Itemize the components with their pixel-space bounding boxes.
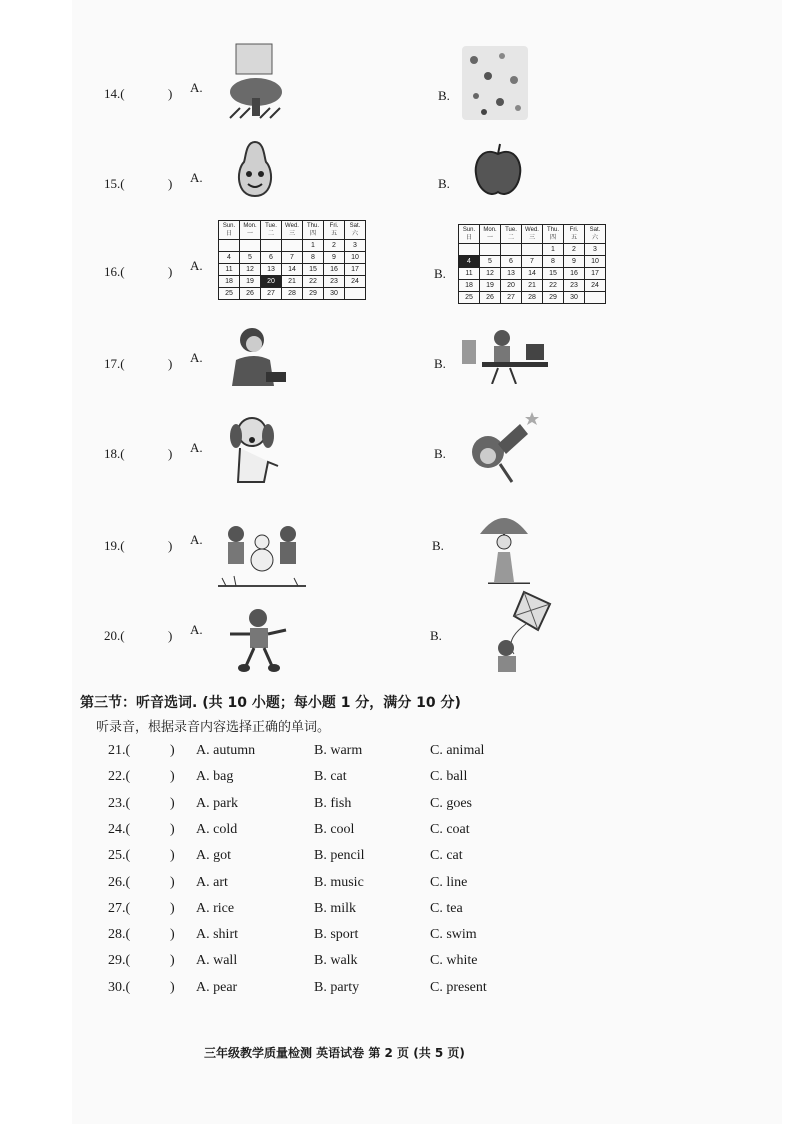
calendar-day-cell: 1 bbox=[543, 244, 564, 256]
calendar-header-cell bbox=[522, 225, 543, 244]
weekday-cn: 五 bbox=[330, 231, 337, 237]
calendar-day-cell: 15 bbox=[303, 264, 324, 276]
weekday-cn: 一 bbox=[486, 235, 493, 241]
option-b-label[interactable]: B. bbox=[434, 266, 446, 281]
calendar-header-cell bbox=[261, 221, 282, 240]
calendar-day-cell: 13 bbox=[261, 264, 282, 276]
calendar-day-cell: 26 bbox=[480, 292, 501, 304]
calendar-day-cell: 7 bbox=[282, 252, 303, 264]
word-question-row bbox=[108, 980, 608, 1000]
answer-paren-close: ) bbox=[170, 743, 175, 758]
calendar-day-cell: 24 bbox=[585, 280, 606, 292]
calendar-day-cell: 25 bbox=[219, 288, 240, 300]
calendar-day-cell: 11 bbox=[459, 268, 480, 280]
option-c[interactable]: C. swim bbox=[430, 927, 477, 943]
calendar-day-cell: 30 bbox=[324, 288, 345, 300]
option-b[interactable]: B. music bbox=[314, 874, 364, 890]
calendar-day-cell: 29 bbox=[543, 292, 564, 304]
weekday-en: Sat. bbox=[589, 227, 601, 233]
word-question-row bbox=[108, 875, 608, 895]
calendar-day-cell: 24 bbox=[345, 276, 366, 288]
option-b[interactable]: B. walk bbox=[314, 953, 358, 969]
calendar-day-cell bbox=[522, 244, 543, 256]
boy-kite-icon bbox=[474, 590, 554, 674]
option-a[interactable]: A. wall bbox=[196, 953, 238, 969]
weekday-cn: 二 bbox=[507, 235, 514, 241]
word-question-row bbox=[108, 901, 608, 921]
apple-icon bbox=[472, 142, 524, 198]
option-c[interactable]: C. tea bbox=[430, 900, 463, 916]
option-a-label[interactable]: A. bbox=[190, 622, 203, 637]
question-number: 20.( bbox=[104, 628, 125, 643]
question-number: 22.( bbox=[108, 769, 131, 785]
option-c[interactable]: C. cat bbox=[430, 848, 463, 864]
calendar-day-cell: 16 bbox=[324, 264, 345, 276]
scattered-items-icon bbox=[462, 46, 528, 120]
calendar-day-cell: 4 bbox=[219, 252, 240, 264]
option-a[interactable]: A. park bbox=[196, 795, 238, 811]
page-footer: 三年级教学质量检测 英语试卷 第 2 页 (共 5 页) bbox=[204, 1046, 465, 1060]
answer-paren-close: ) bbox=[170, 927, 175, 943]
calendar-day-cell: 22 bbox=[303, 276, 324, 288]
calendar-header-cell bbox=[480, 225, 501, 244]
weekday-en: Thu. bbox=[306, 223, 319, 229]
calendar-day-cell: 28 bbox=[282, 288, 303, 300]
calendar-day-cell: 18 bbox=[219, 276, 240, 288]
weekday-en: Fri. bbox=[569, 227, 579, 233]
weekday-cn: 六 bbox=[591, 235, 598, 241]
option-a-label[interactable]: A. bbox=[190, 532, 203, 547]
pear-icon bbox=[230, 138, 280, 200]
word-question-row bbox=[108, 796, 608, 816]
word-question-row bbox=[108, 953, 608, 973]
option-b-label[interactable]: B. bbox=[434, 446, 446, 461]
word-question-row bbox=[108, 848, 608, 868]
option-c[interactable]: C. white bbox=[430, 953, 478, 969]
word-question-row bbox=[108, 769, 608, 789]
calendar-header-cell bbox=[219, 221, 240, 240]
weekday-cn: 二 bbox=[267, 231, 274, 237]
option-b-label[interactable]: B. bbox=[434, 356, 446, 371]
option-b[interactable]: B. cool bbox=[314, 821, 355, 837]
option-b[interactable]: B. milk bbox=[314, 900, 357, 916]
option-c[interactable]: C. goes bbox=[430, 795, 472, 811]
weekday-cn: 三 bbox=[288, 231, 295, 237]
option-a-label[interactable]: A. bbox=[190, 440, 203, 455]
calendar-day-cell: 18 bbox=[459, 280, 480, 292]
calendar-day-cell: 5 bbox=[480, 256, 501, 268]
option-c[interactable]: C. coat bbox=[430, 821, 470, 837]
weekday-en: Wed. bbox=[525, 227, 539, 233]
question-number: 24.( bbox=[108, 821, 131, 837]
calendar-day-cell: 6 bbox=[501, 256, 522, 268]
option-b[interactable]: B. fish bbox=[314, 795, 352, 811]
question-number: 19.( bbox=[104, 538, 125, 553]
calendar-header-cell bbox=[303, 221, 324, 240]
option-b-label[interactable]: B. bbox=[438, 88, 450, 103]
option-c[interactable]: C. present bbox=[430, 979, 487, 995]
calendar-day-cell: 21 bbox=[282, 276, 303, 288]
answer-paren-close: ) bbox=[170, 979, 175, 995]
calendar-day-cell: 3 bbox=[585, 244, 606, 256]
answer-paren-close: ) bbox=[170, 821, 175, 837]
calendar-day-cell bbox=[219, 240, 240, 252]
option-b-label[interactable]: B. bbox=[430, 628, 442, 643]
weekday-en: Sun. bbox=[462, 227, 476, 233]
answer-paren-close: ) bbox=[168, 86, 173, 101]
weekday-en: Sun. bbox=[222, 223, 236, 229]
calendar-day-cell: 10 bbox=[585, 256, 606, 268]
option-c[interactable]: C. ball bbox=[430, 769, 468, 785]
answer-paren-close: ) bbox=[168, 264, 173, 279]
calendar-day-cell: 19 bbox=[480, 280, 501, 292]
answer-paren-close: ) bbox=[170, 848, 175, 864]
option-a[interactable]: A. art bbox=[196, 874, 228, 890]
weekday-en: Thu. bbox=[546, 227, 559, 233]
calendar-day-cell: 12 bbox=[240, 264, 261, 276]
calendar-b bbox=[458, 224, 606, 304]
weekday-cn: 日 bbox=[225, 231, 232, 237]
question-number: 30.( bbox=[108, 979, 131, 995]
calendar-header-cell bbox=[240, 221, 261, 240]
calendar-header-cell bbox=[585, 225, 606, 244]
answer-paren-close: ) bbox=[168, 356, 173, 371]
calendar-day-cell: 8 bbox=[303, 252, 324, 264]
dog-icon bbox=[224, 412, 282, 486]
option-a-label[interactable]: A. bbox=[190, 170, 203, 185]
calendar-day-cell: 9 bbox=[564, 256, 585, 268]
calendar-day-cell: 16 bbox=[564, 268, 585, 280]
calendar-day-cell: 23 bbox=[324, 276, 345, 288]
calendar-day-cell: 4 bbox=[459, 256, 480, 268]
calendar-header-cell bbox=[345, 221, 366, 240]
weekday-cn: 一 bbox=[246, 231, 253, 237]
calendar-header-cell bbox=[459, 225, 480, 244]
option-b[interactable]: B. party bbox=[314, 979, 360, 995]
option-a-label[interactable]: A. bbox=[190, 258, 203, 273]
option-b[interactable]: B. cat bbox=[314, 769, 347, 785]
calendar-day-cell: 29 bbox=[303, 288, 324, 300]
weekday-en: Tue. bbox=[265, 223, 277, 229]
question-number: 27.( bbox=[108, 900, 131, 916]
calendar-day-cell: 7 bbox=[522, 256, 543, 268]
calendar-day-cell bbox=[459, 244, 480, 256]
option-b-label[interactable]: B. bbox=[432, 538, 444, 553]
option-a[interactable]: A. got bbox=[196, 848, 231, 864]
weekday-cn: 六 bbox=[351, 231, 358, 237]
calendar-day-cell bbox=[261, 240, 282, 252]
calendar-day-cell: 28 bbox=[522, 292, 543, 304]
option-a[interactable]: A. shirt bbox=[196, 927, 238, 943]
calendar-day-cell: 21 bbox=[522, 280, 543, 292]
boy-skating-icon bbox=[226, 604, 288, 674]
girl-umbrella-icon bbox=[474, 508, 534, 584]
calendar-day-cell: 19 bbox=[240, 276, 261, 288]
word-question-row bbox=[108, 927, 608, 947]
answer-paren-close: ) bbox=[168, 538, 173, 553]
answer-paren-close: ) bbox=[168, 176, 173, 191]
option-b[interactable]: B. pencil bbox=[314, 848, 365, 864]
calendar-day-cell: 20 bbox=[501, 280, 522, 292]
calendar-day-cell: 17 bbox=[345, 264, 366, 276]
question-number: 28.( bbox=[108, 927, 131, 943]
word-question-row bbox=[108, 743, 608, 763]
answer-paren-close: ) bbox=[170, 795, 175, 811]
option-a-label[interactable]: A. bbox=[190, 80, 203, 95]
option-c[interactable]: C. line bbox=[430, 874, 468, 890]
calendar-day-cell bbox=[240, 240, 261, 252]
calendar-header-cell bbox=[501, 225, 522, 244]
calendar-day-cell: 11 bbox=[219, 264, 240, 276]
question-number: 21.( bbox=[108, 743, 131, 758]
calendar-day-cell: 10 bbox=[345, 252, 366, 264]
calendar-day-cell: 23 bbox=[564, 280, 585, 292]
weekday-cn: 四 bbox=[549, 235, 556, 241]
calendar-day-cell: 14 bbox=[282, 264, 303, 276]
weekday-cn: 日 bbox=[465, 235, 472, 241]
option-c[interactable]: C. animal bbox=[430, 743, 485, 758]
answer-paren-close: ) bbox=[170, 953, 175, 969]
option-a[interactable]: A. rice bbox=[196, 900, 235, 916]
calendar-day-cell: 12 bbox=[480, 268, 501, 280]
calendar-day-cell: 2 bbox=[564, 244, 585, 256]
weekday-en: Mon. bbox=[483, 227, 497, 233]
option-b[interactable]: B. warm bbox=[314, 743, 363, 758]
weekday-en: Sat. bbox=[349, 223, 361, 229]
calendar-day-cell bbox=[345, 288, 366, 300]
question-number: 29.( bbox=[108, 953, 131, 969]
calendar-day-cell: 26 bbox=[240, 288, 261, 300]
answer-paren-close: ) bbox=[168, 446, 173, 461]
calendar-day-cell: 14 bbox=[522, 268, 543, 280]
question-number: 23.( bbox=[108, 795, 131, 811]
word-question-row bbox=[108, 822, 608, 842]
answer-paren-close: ) bbox=[170, 900, 175, 916]
calendar-day-cell: 3 bbox=[345, 240, 366, 252]
calendar-day-cell: 27 bbox=[261, 288, 282, 300]
calendar-day-cell: 25 bbox=[459, 292, 480, 304]
weekday-en: Fri. bbox=[329, 223, 339, 229]
calendar-day-cell: 22 bbox=[543, 280, 564, 292]
option-a-label[interactable]: A. bbox=[190, 350, 203, 365]
option-a[interactable]: A. autumn bbox=[196, 743, 256, 758]
weekday-cn: 四 bbox=[309, 231, 316, 237]
section-3-title: 第三节：听音选词. (共 10 小题；每小题 1 分，满分 10 分) bbox=[80, 695, 461, 711]
question-number: 26.( bbox=[108, 874, 131, 890]
calendar-header-cell bbox=[324, 221, 345, 240]
calendar-day-cell: 15 bbox=[543, 268, 564, 280]
calendar-day-cell: 1 bbox=[303, 240, 324, 252]
weekday-en: Mon. bbox=[243, 223, 257, 229]
question-number: 25.( bbox=[108, 848, 131, 864]
answer-paren-close: ) bbox=[168, 628, 173, 643]
calendar-day-cell: 13 bbox=[501, 268, 522, 280]
calendar-header-cell bbox=[282, 221, 303, 240]
calendar-day-cell bbox=[501, 244, 522, 256]
calendar-day-cell: 2 bbox=[324, 240, 345, 252]
option-b-label[interactable]: B. bbox=[438, 176, 450, 191]
calendar-day-cell: 9 bbox=[324, 252, 345, 264]
weekday-en: Wed. bbox=[285, 223, 299, 229]
calendar-header-cell bbox=[564, 225, 585, 244]
monkey-icon bbox=[462, 404, 544, 490]
option-a[interactable]: A. cold bbox=[196, 821, 238, 837]
calendar-day-cell: 27 bbox=[501, 292, 522, 304]
calendar-day-cell: 20 bbox=[261, 276, 282, 288]
question-number: 15.( bbox=[104, 176, 125, 191]
person-desk-icon bbox=[462, 326, 550, 384]
calendar-day-cell: 30 bbox=[564, 292, 585, 304]
section-3-instruction: 听录音，根据录音内容选择正确的单词。 bbox=[96, 720, 331, 735]
calendar-day-cell: 17 bbox=[585, 268, 606, 280]
woman-telephone-icon bbox=[226, 324, 290, 386]
calendar-day-cell bbox=[282, 240, 303, 252]
calendar-day-cell bbox=[480, 244, 501, 256]
children-snowman-icon bbox=[214, 512, 310, 588]
calendar-day-cell: 6 bbox=[261, 252, 282, 264]
calendar-header-cell bbox=[543, 225, 564, 244]
weekday-en: Tue. bbox=[505, 227, 517, 233]
answer-paren-close: ) bbox=[170, 769, 175, 785]
tree-sign-icon bbox=[226, 42, 286, 122]
weekday-cn: 五 bbox=[570, 235, 577, 241]
weekday-cn: 三 bbox=[528, 235, 535, 241]
question-number: 17.( bbox=[104, 356, 125, 371]
option-a[interactable]: A. bag bbox=[196, 769, 234, 785]
calendar-a bbox=[218, 220, 366, 300]
option-a[interactable]: A. pear bbox=[196, 979, 238, 995]
option-b[interactable]: B. sport bbox=[314, 927, 359, 943]
calendar-day-cell: 8 bbox=[543, 256, 564, 268]
calendar-day-cell bbox=[585, 292, 606, 304]
calendar-day-cell: 5 bbox=[240, 252, 261, 264]
answer-paren-close: ) bbox=[170, 874, 175, 890]
question-number: 16.( bbox=[104, 264, 125, 279]
question-number: 18.( bbox=[104, 446, 125, 461]
question-number: 14.( bbox=[104, 86, 125, 101]
